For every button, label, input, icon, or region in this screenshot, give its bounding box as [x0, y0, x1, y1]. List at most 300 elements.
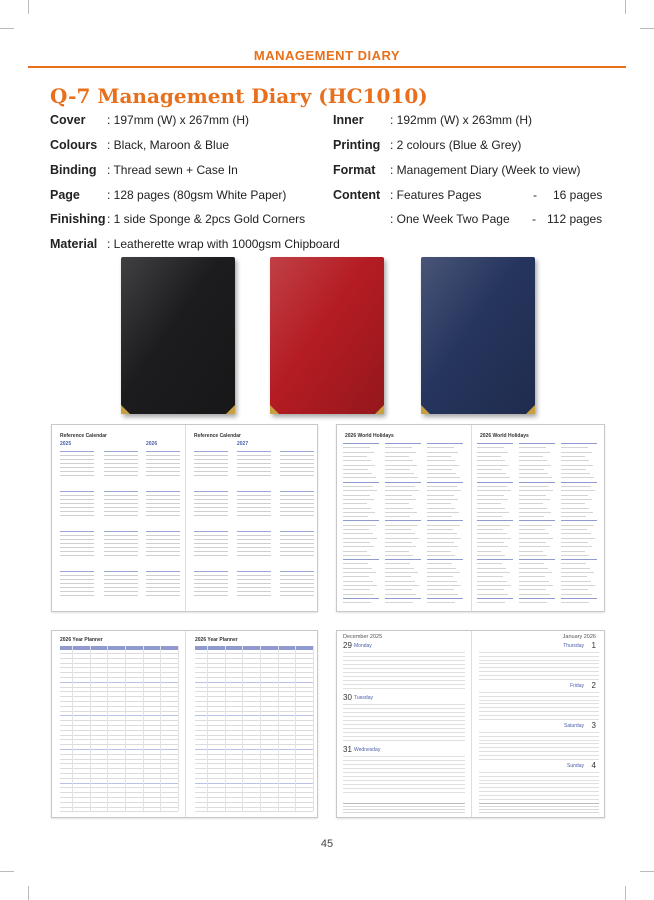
- texture-line: [343, 780, 465, 781]
- texture-line: [343, 760, 465, 761]
- texture-line: [519, 602, 547, 603]
- section-header: MANAGEMENT DIARY: [253, 48, 401, 63]
- texture-line: [427, 477, 460, 478]
- texture-line: [343, 473, 372, 474]
- texture-line: [477, 594, 508, 595]
- texture-line: [385, 585, 419, 586]
- texture-line: [427, 538, 461, 539]
- texture-line: [60, 535, 94, 536]
- texture-line: [194, 499, 228, 500]
- texture-line: [385, 520, 421, 521]
- texture-line: [104, 511, 138, 512]
- texture-line: [313, 646, 314, 811]
- texture-line: [60, 451, 94, 452]
- texture-line: [519, 559, 555, 560]
- texture-line: [519, 460, 547, 461]
- texture-line: [343, 656, 465, 657]
- spec-value-binding: : Thread sewn + Case In: [107, 163, 238, 177]
- texture-line: [385, 512, 417, 513]
- texture-line: [60, 467, 94, 468]
- texture-line: [385, 495, 412, 496]
- texture-line: [237, 587, 271, 588]
- texture-line: [343, 477, 376, 478]
- texture-line: [479, 700, 599, 701]
- texture-line: [143, 646, 144, 811]
- texture-line: [237, 511, 271, 512]
- texture-line: [477, 589, 504, 590]
- texture-line: [477, 602, 505, 603]
- texture-line: [104, 467, 138, 468]
- texture-line: [194, 515, 228, 516]
- texture-line: [385, 598, 421, 599]
- texture-line: [519, 516, 544, 517]
- spec-label-printing: Printing: [333, 138, 381, 152]
- crop-mark: [640, 871, 654, 872]
- texture-line: [60, 515, 94, 516]
- texture-line: [519, 546, 550, 547]
- cover-blue: [421, 257, 535, 414]
- texture-line: [427, 508, 455, 509]
- texture-line: [479, 795, 599, 796]
- texture-line: [479, 787, 599, 788]
- texture-line: [194, 547, 228, 548]
- texture-line: [280, 535, 314, 536]
- texture-line: [561, 538, 595, 539]
- texture-line: [343, 486, 373, 487]
- texture-line: [519, 576, 545, 577]
- texture-line: [146, 511, 180, 512]
- texture-line: [427, 589, 454, 590]
- texture-line: [280, 507, 314, 508]
- texture-line: [519, 572, 552, 573]
- texture-line: [60, 555, 94, 556]
- spec-value-format: : Management Diary (Week to view): [390, 163, 581, 177]
- texture-line: [60, 591, 94, 592]
- texture-line: [477, 499, 508, 500]
- cover-black: [121, 257, 235, 414]
- texture-line: [477, 452, 508, 453]
- texture-line: [237, 555, 271, 556]
- texture-line: [479, 809, 599, 810]
- texture-line: [561, 456, 585, 457]
- texture-line: [427, 495, 454, 496]
- texture-line: [194, 511, 228, 512]
- texture-line: [479, 675, 599, 676]
- texture-line: [519, 469, 544, 470]
- texture-line: [60, 491, 94, 492]
- texture-line: [343, 529, 369, 530]
- texture-line: [427, 499, 458, 500]
- texture-line: [561, 452, 592, 453]
- texture-line: [237, 579, 271, 580]
- texture-line: [194, 507, 228, 508]
- texture-line: [385, 529, 411, 530]
- texture-line: [146, 531, 180, 532]
- texture-line: [194, 471, 228, 472]
- texture-line: [479, 780, 599, 781]
- texture-line: [477, 525, 510, 526]
- texture-line: [385, 452, 416, 453]
- texture-line: [146, 495, 180, 496]
- texture-line: [561, 499, 592, 500]
- texture-line: [561, 594, 592, 595]
- texture-line: [343, 676, 465, 677]
- texture-line: [561, 572, 594, 573]
- texture-line: [561, 563, 586, 564]
- texture-line: [280, 591, 314, 592]
- texture-line: [477, 555, 505, 556]
- texture-line: [194, 583, 228, 584]
- texture-line: [280, 455, 314, 456]
- texture-line: [561, 581, 591, 582]
- texture-line: [343, 443, 379, 444]
- day-heading: 1: [591, 641, 596, 650]
- texture-line: [343, 452, 374, 453]
- texture-line: [194, 587, 228, 588]
- spec-value-cover: : 197mm (W) x 267mm (H): [107, 113, 250, 127]
- texture-line: [280, 575, 314, 576]
- texture-line: [561, 585, 595, 586]
- texture-line: [343, 756, 465, 757]
- texture-line: [343, 495, 370, 496]
- texture-line: [519, 542, 546, 543]
- texture-line: [237, 491, 271, 492]
- texture-line: [343, 660, 465, 661]
- texture-line: [104, 595, 138, 596]
- spec-value-page: : 128 pages (80gsm White Paper): [107, 188, 287, 202]
- texture-line: [561, 542, 588, 543]
- texture-line: [343, 490, 377, 491]
- texture-line: [146, 463, 180, 464]
- texture-line: [237, 531, 271, 532]
- spec-count: 16 pages: [553, 188, 603, 202]
- texture-line: [519, 447, 546, 448]
- texture-line: [146, 575, 180, 576]
- texture-line: [280, 551, 314, 552]
- texture-line: [477, 546, 508, 547]
- spec-value-inner: : 192mm (W) x 263mm (H): [390, 113, 533, 127]
- texture-line: [280, 511, 314, 512]
- texture-line: [385, 551, 409, 552]
- texture-line: [385, 508, 413, 509]
- texture-line: [427, 452, 458, 453]
- texture-line: [237, 459, 271, 460]
- texture-line: [343, 664, 465, 665]
- texture-line: [427, 546, 458, 547]
- texture-line: [427, 542, 454, 543]
- texture-line: [343, 732, 465, 733]
- texture-line: [343, 776, 465, 777]
- texture-line: [343, 503, 367, 504]
- texture-line: [385, 533, 415, 534]
- texture-line: [60, 471, 94, 472]
- texture-line: [385, 602, 413, 603]
- texture-line: [477, 473, 506, 474]
- texture-line: [479, 806, 599, 807]
- texture-line: [343, 684, 465, 685]
- texture-line: [146, 507, 180, 508]
- texture-line: [343, 542, 370, 543]
- day-heading: 2: [591, 681, 596, 690]
- texture-line: [519, 568, 548, 569]
- texture-line: [237, 547, 271, 548]
- cover-maroon: [270, 257, 384, 414]
- texture-line: [477, 490, 511, 491]
- texture-line: [343, 572, 376, 573]
- texture-line: [427, 585, 461, 586]
- texture-line: [561, 490, 595, 491]
- texture-line: [427, 447, 454, 448]
- texture-line: [146, 499, 180, 500]
- texture-line: [479, 776, 599, 777]
- texture-line: [194, 463, 228, 464]
- texture-line: [561, 559, 597, 560]
- day-heading: Tuesday: [354, 695, 373, 701]
- spec-label-binding: Binding: [50, 163, 97, 177]
- texture-line: [427, 594, 458, 595]
- spec-label-content: Content: [333, 188, 381, 202]
- texture-line: [479, 679, 599, 680]
- texture-line: [60, 495, 94, 496]
- texture-line: [477, 551, 501, 552]
- spec-label-format: Format: [333, 163, 376, 177]
- texture-line: [207, 646, 208, 811]
- texture-line: [343, 704, 465, 705]
- texture-line: [104, 507, 138, 508]
- texture-line: [60, 587, 94, 588]
- texture-line: [479, 747, 599, 748]
- texture-line: [479, 707, 599, 708]
- texture-line: [343, 720, 465, 721]
- texture-line: [280, 571, 314, 572]
- texture-line: [477, 456, 501, 457]
- texture-line: [427, 551, 451, 552]
- preview-year: 2026: [146, 441, 158, 447]
- texture-line: [561, 525, 594, 526]
- texture-line: [343, 724, 465, 725]
- texture-line: [237, 503, 271, 504]
- texture-line: [561, 555, 589, 556]
- texture-line: [385, 572, 418, 573]
- texture-line: [343, 712, 465, 713]
- texture-line: [343, 736, 465, 737]
- crop-mark: [28, 0, 29, 14]
- texture-line: [561, 469, 586, 470]
- texture-line: [479, 791, 599, 792]
- texture-line: [477, 503, 501, 504]
- texture-line: [519, 443, 555, 444]
- texture-line: [237, 507, 271, 508]
- texture-line: [385, 516, 410, 517]
- texture-line: [477, 529, 503, 530]
- texture-line: [146, 595, 180, 596]
- texture-line: [194, 503, 228, 504]
- texture-line: [343, 768, 465, 769]
- texture-line: [561, 516, 586, 517]
- texture-line: [385, 499, 416, 500]
- texture-line: [280, 579, 314, 580]
- texture-line: [561, 443, 597, 444]
- texture-line: [519, 508, 547, 509]
- texture-line: [479, 692, 599, 693]
- crop-mark: [640, 28, 654, 29]
- texture-line: [477, 477, 510, 478]
- texture-line: [385, 576, 411, 577]
- texture-line: [479, 736, 599, 737]
- texture-line: [104, 579, 138, 580]
- texture-line: [60, 583, 94, 584]
- texture-line: [280, 515, 314, 516]
- texture-line: [343, 469, 368, 470]
- texture-line: [561, 546, 592, 547]
- texture-line: [561, 576, 587, 577]
- texture-line: [60, 547, 94, 548]
- texture-line: [60, 531, 94, 532]
- texture-line: [519, 465, 551, 466]
- texture-line: [104, 455, 138, 456]
- texture-line: [343, 576, 369, 577]
- texture-line: [237, 495, 271, 496]
- texture-line: [60, 499, 94, 500]
- texture-line: [146, 503, 180, 504]
- texture-line: [427, 576, 453, 577]
- texture-line: [343, 559, 379, 560]
- texture-line: [104, 547, 138, 548]
- texture-line: [104, 535, 138, 536]
- spec-label-colours: Colours: [50, 138, 98, 152]
- texture-line: [479, 652, 599, 653]
- texture-line: [519, 529, 545, 530]
- texture-line: [479, 656, 599, 657]
- texture-line: [280, 475, 314, 476]
- texture-line: [280, 503, 314, 504]
- texture-line: [427, 568, 456, 569]
- texture-line: [104, 539, 138, 540]
- preview-title: 2026 Year Planner: [60, 637, 103, 643]
- spec-count: 112 pages: [547, 212, 603, 226]
- texture-line: [194, 531, 228, 532]
- texture-line: [427, 572, 460, 573]
- texture-line: [146, 583, 180, 584]
- spec-value-colours: : Black, Maroon & Blue: [107, 138, 230, 152]
- texture-line: [519, 512, 551, 513]
- texture-line: [477, 559, 513, 560]
- texture-line: [146, 451, 180, 452]
- texture-line: [479, 759, 599, 760]
- texture-line: [477, 520, 513, 521]
- texture-line: [479, 711, 599, 712]
- preview-reference-calendar: [51, 424, 318, 612]
- texture-line: [477, 598, 513, 599]
- texture-line: [343, 803, 465, 804]
- texture-line: [343, 551, 367, 552]
- preview-year-planner: [51, 630, 318, 818]
- texture-line: [194, 459, 228, 460]
- texture-line: [519, 520, 555, 521]
- texture-line: [477, 533, 507, 534]
- texture-line: [146, 555, 180, 556]
- texture-line: [519, 490, 553, 491]
- texture-line: [479, 755, 599, 756]
- texture-line: [237, 499, 271, 500]
- crop-mark: [625, 0, 626, 14]
- texture-line: [146, 543, 180, 544]
- texture-line: [60, 463, 94, 464]
- texture-line: [343, 589, 370, 590]
- texture-line: [561, 477, 594, 478]
- texture-line: [519, 477, 552, 478]
- texture-line: [343, 602, 371, 603]
- texture-line: [194, 455, 228, 456]
- spec-value-content: : Features Pages: [390, 188, 482, 202]
- spec-value-printing: : 2 colours (Blue & Grey): [390, 138, 522, 152]
- texture-line: [519, 551, 543, 552]
- texture-line: [343, 740, 465, 741]
- texture-line: [60, 503, 94, 504]
- texture-line: [479, 696, 599, 697]
- texture-line: [427, 529, 453, 530]
- texture-line: [427, 598, 463, 599]
- texture-line: [280, 491, 314, 492]
- texture-line: [427, 602, 455, 603]
- spec-value-material: : Leatherette wrap with 1000gsm Chipboard: [107, 237, 340, 251]
- texture-line: [479, 719, 599, 720]
- day-heading: Monday: [354, 643, 372, 649]
- day-heading: Sunday: [567, 763, 584, 769]
- texture-line: [477, 482, 513, 483]
- texture-line: [427, 482, 463, 483]
- texture-line: [477, 576, 503, 577]
- texture-line: [343, 581, 373, 582]
- texture-line: [280, 499, 314, 500]
- texture-line: [479, 772, 599, 773]
- texture-line: [60, 539, 94, 540]
- texture-line: [385, 555, 413, 556]
- texture-line: [385, 581, 415, 582]
- texture-line: [194, 551, 228, 552]
- texture-line: [519, 555, 547, 556]
- texture-line: [343, 516, 368, 517]
- texture-line: [343, 812, 465, 813]
- texture-line: [280, 595, 314, 596]
- texture-line: [104, 503, 138, 504]
- texture-line: [427, 456, 451, 457]
- day-heading: Thursday: [563, 643, 584, 649]
- texture-line: [194, 495, 228, 496]
- texture-line: [343, 520, 379, 521]
- texture-line: [146, 455, 180, 456]
- texture-line: [343, 465, 375, 466]
- texture-line: [107, 646, 108, 811]
- texture-line: [60, 571, 94, 572]
- texture-line: [427, 520, 463, 521]
- texture-line: [242, 646, 243, 811]
- texture-line: [60, 511, 94, 512]
- texture-line: [146, 475, 180, 476]
- texture-line: [343, 772, 465, 773]
- texture-line: [104, 471, 138, 472]
- texture-line: [237, 471, 271, 472]
- texture-line: [280, 459, 314, 460]
- texture-line: [194, 575, 228, 576]
- texture-line: [385, 456, 409, 457]
- texture-line: [519, 503, 543, 504]
- texture-line: [427, 512, 459, 513]
- texture-line: [125, 646, 126, 811]
- texture-line: [104, 495, 138, 496]
- spec-dash: -: [532, 212, 536, 226]
- texture-line: [343, 652, 465, 653]
